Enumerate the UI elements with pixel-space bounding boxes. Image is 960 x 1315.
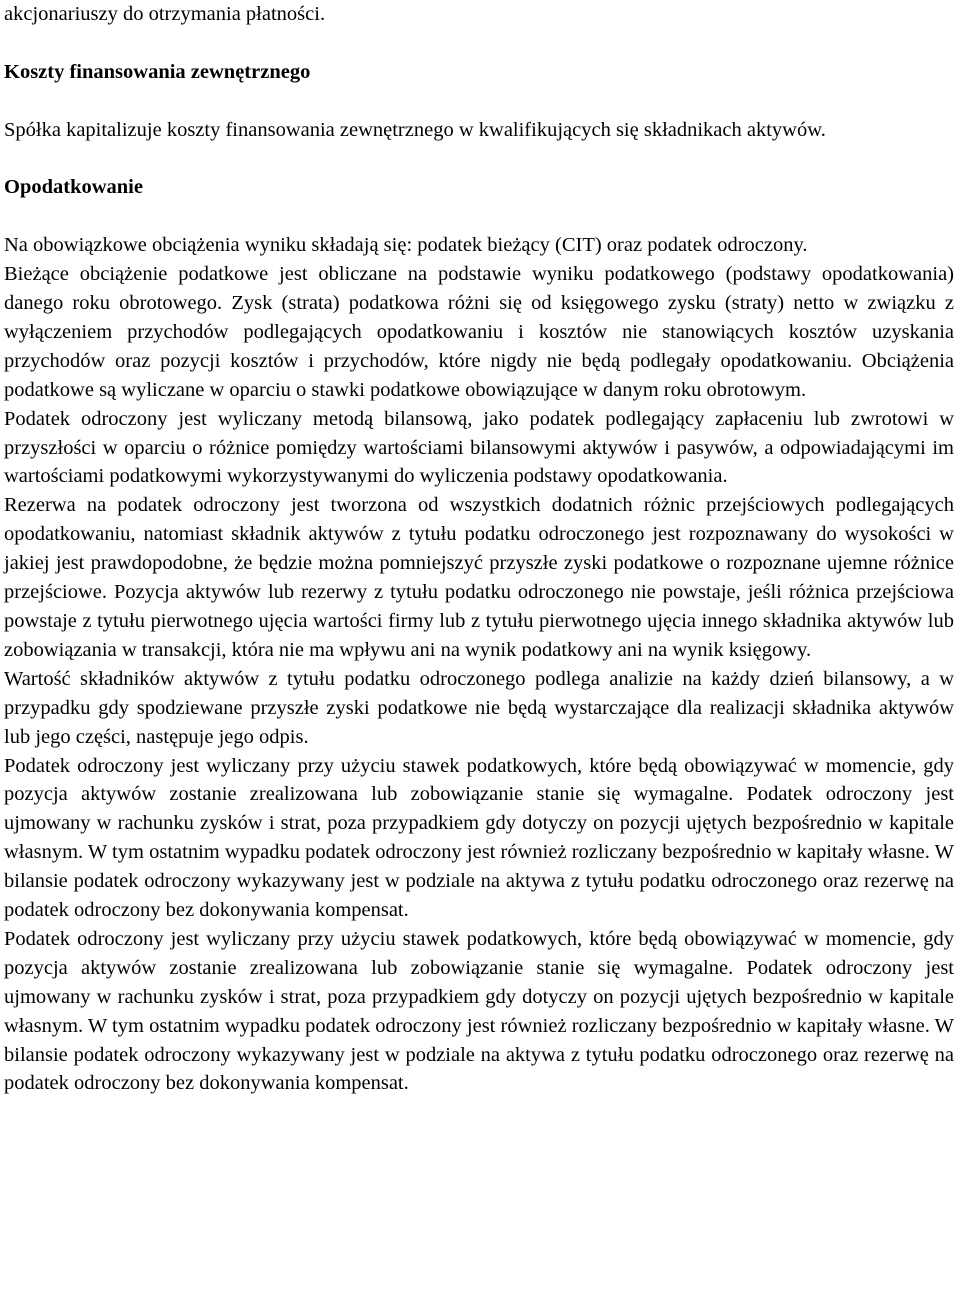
paragraph-deferred-tax-assets-review: Wartość składników aktywów z tytułu podatku odroczonego podlega analizie na każdy dzień bilansowy, a w przypadku gdy spodziewane przyszłe zyski podatkowe nie będą wystarczające dla realizacji składnika aktywów lub jego części, następuje jego odpis. [4,667,954,748]
paragraph-deferred-tax-provision: Rezerwa na podatek odroczony jest tworzona od wszystkich dodatnich różnic przejściowych podlegających opodatkowaniu, natomiast składnik aktywów z tytułu podatku odroczonego jest rozpoznawany do wysokości w jakiej jest prawdopodobne, że będzie można pomniejszyć przyszłe zyski podatkowe o rozpoznane ujemne różnice przejściowe. Pozycja aktywów lub rezerwy z tytułu podatku odroczonego nie powstaje, jeśli różnica przejściowa powstaje z tytułu pierwotnego ujęcia wartości firmy lub z tytułu pierwotnego ujęcia innego składnika aktywów lub zobowiązania w transakcji, która nie ma wpływu ani na wynik podatkowy ani na wynik księgowy. [4,494,954,661]
spacer [4,29,954,58]
section-heading-taxation: Opodatkowanie [4,176,143,199]
section-heading-financing-costs: Koszty finansowania zewnętrznego [4,60,311,83]
spacer [4,145,954,174]
paragraph-financing-costs: Spółka kapitalizuje koszty finansowania zewnętrznego w kwalifikujących się składnikach aktywów. [4,118,826,141]
paragraph-current-tax: Bieżące obciążenie podatkowe jest obliczane na podstawie wyniku podatkowego (podstawy opodatkowania) danego roku obrotowego. Zysk (strata) podatkowa różni się od księgowego zysku (straty) netto w związku z wyłączeniem przychodów podlegających opodatkowaniu i kosztów nie stanowiących kosztów uzyskania przychodów oraz pozycji kosztów i przychodów, które nigdy nie będą podlegały opodatkowaniu. Obciążenia podatkowe są wyliczane w oparciu o stawki podatkowe obowiązujące w danym roku obrotowym. [4,263,954,401]
paragraph-continued: akcjonariuszy do otrzymania płatności. [4,3,326,25]
paragraph-deferred-tax-rates: Podatek odroczony jest wyliczany przy użyciu stawek podatkowych, które będą obowiązywać w momencie, gdy pozycja aktywów zostanie zrealizowana lub zobowiązanie stanie się wymagalne. Podatek odroczony jest ujmowany w rachunku zysków i strat, poza przypadkiem gdy dotyczy on pozycji ujętych bezpośrednio w kapitale własnym. W tym ostatnim wypadku podatek odroczony jest również rozliczany bezpośrednio w kapitały własne. W bilansie podatek odroczony wykazywany jest w podziale na aktywa z tytułu podatku odroczonego oraz rezerwę na podatek odroczony bez dokonywania kompensat. [4,754,954,922]
paragraph-deferred-tax-method: Podatek odroczony jest wyliczany metodą bilansową, jako podatek podlegający zapłaceniu lub zwrotowi w przyszłości w oparciu o różnice pomiędzy wartościami bilansowymi aktywów i pasywów, a odpowiadającymi im wartościami podatkowymi wykorzystywanymi do wyliczenia podstawy opodatkowania. [4,407,954,488]
spacer [4,87,954,116]
paragraph-tax-burden: Na obowiązkowe obciążenia wyniku składają się: podatek bieżący (CIT) oraz podatek odroczony. [4,234,808,257]
spacer [4,202,954,231]
paragraph-deferred-tax-rates-repeat: Podatek odroczony jest wyliczany przy użyciu stawek podatkowych, które będą obowiązywać w momencie, gdy pozycja aktywów zostanie zrealizowana lub zobowiązanie stanie się wymagalne. Podatek odroczony jest ujmowany w rachunku zysków i strat, poza przypadkiem gdy dotyczy on pozycji ujętych bezpośrednio w kapitale własnym. W tym ostatnim wypadku podatek odroczony jest również rozliczany bezpośrednio w kapitały własne. W bilansie podatek odroczony wykazywany jest w podziale na aktywa z tytułu podatku odroczonego oraz rezerwę na podatek odroczony bez dokonywania kompensat. [4,927,954,1095]
